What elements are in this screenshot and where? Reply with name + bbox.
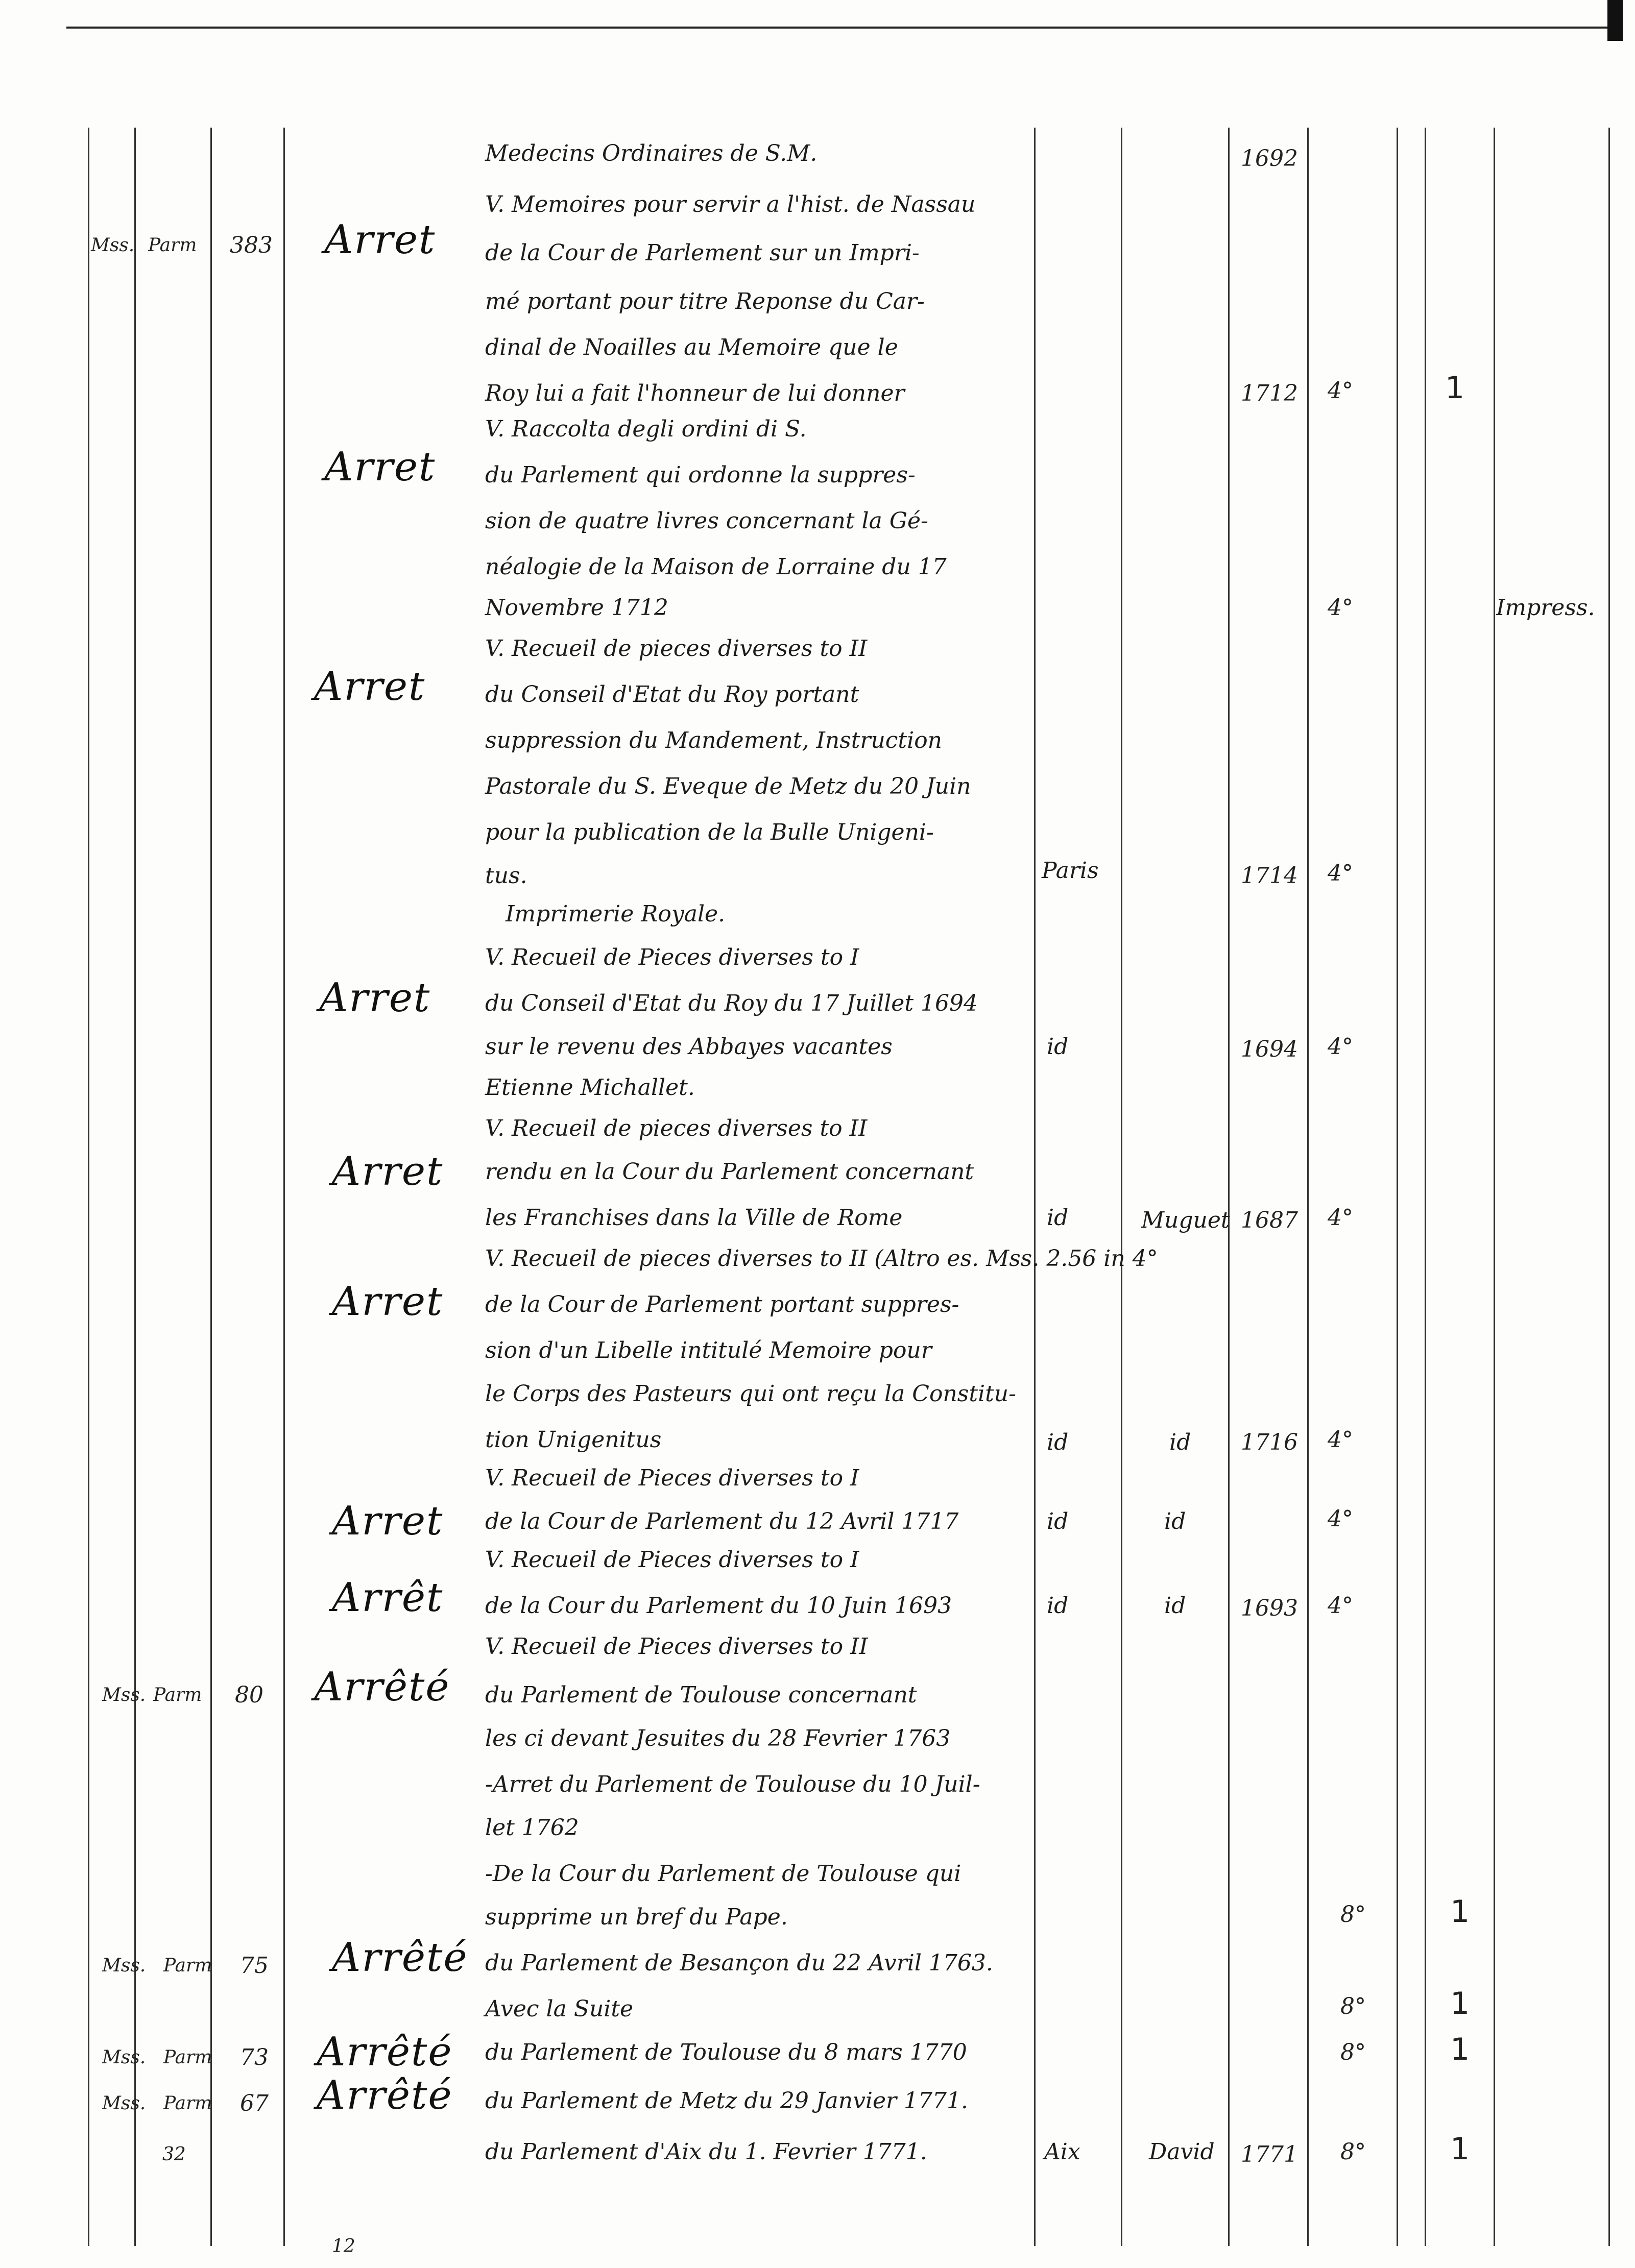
entry-line: dinal de Noailles au Memoire que le — [485, 334, 898, 360]
mss-cell: Mss. — [91, 235, 135, 256]
format-cell: 4° — [1328, 1034, 1353, 1060]
entry-title: Arrêté — [317, 2029, 453, 2075]
entry-line: sion de quatre livres concernant la Gé- — [485, 508, 928, 534]
place-cell: id — [1047, 1508, 1069, 1534]
place-cell: id — [1047, 1205, 1069, 1231]
entry-title: Arret — [332, 1279, 444, 1325]
column-rule — [1228, 128, 1230, 2246]
column-rule — [1307, 128, 1309, 2246]
entry-title: Arret — [324, 444, 436, 490]
column-rule — [1494, 128, 1495, 2246]
entry-line: -Arret du Parlement de Toulouse du 10 Juil- — [485, 1771, 980, 1797]
entry-title: Arrêté — [314, 1664, 450, 1710]
entry-line: mé portant pour titre Reponse du Car- — [485, 288, 925, 314]
entry-line: Medecins Ordinaires de S.M. — [485, 140, 817, 166]
entry-line: V. Recueil de pieces diverses to II — [485, 636, 868, 662]
entry-line: du Parlement d'Aix du 1. Fevrier 1771. — [485, 2139, 927, 2165]
year-cell: 1712 — [1241, 380, 1298, 406]
column-rule — [283, 128, 285, 2246]
entry-line: Pastorale du S. Eveque de Metz du 20 Juin — [485, 773, 971, 799]
entry-line: du Conseil d'Etat du Roy du 17 Juillet 1694 — [485, 990, 978, 1016]
format-cell: 4° — [1328, 1205, 1353, 1231]
format-cell: 8° — [1340, 1993, 1366, 2019]
year-cell: 1687 — [1241, 1207, 1298, 1233]
entry-line: les Franchises dans la Ville de Rome — [485, 1205, 903, 1231]
note-cell: Impress. — [1496, 595, 1595, 621]
place-cell: Aix — [1044, 2139, 1080, 2165]
entry-line: -De la Cour du Parlement de Toulouse qui — [485, 1861, 961, 1887]
entry-title: Arret — [332, 1149, 444, 1194]
shelfmark-cell: 32 — [162, 2144, 186, 2165]
entry-line: V. Recueil de pieces diverses to II — [485, 1115, 868, 1141]
place-cell: id — [1047, 1593, 1069, 1619]
entry-line: supprime un bref du Pape. — [485, 1904, 788, 1930]
printer-cell: id — [1169, 1429, 1191, 1455]
entry-title: Arrêté — [317, 2072, 453, 2118]
year-cell: 1714 — [1241, 863, 1298, 889]
entry-line: let 1762 — [485, 1815, 579, 1841]
format-cell: 4° — [1328, 1506, 1353, 1532]
count-cell: 1 — [1445, 370, 1465, 406]
shelfmark-cell: 383 — [230, 232, 273, 258]
year-cell: 1716 — [1241, 1429, 1298, 1455]
count-cell: 1 — [1450, 1986, 1470, 2021]
fonds-cell: Parm — [148, 235, 197, 256]
entry-line: V. Raccolta degli ordini di S. — [485, 416, 807, 442]
entry-line: sur le revenu des Abbayes vacantes — [485, 1034, 893, 1060]
year-cell: 1694 — [1241, 1036, 1298, 1062]
entry-line: de la Cour du Parlement du 10 Juin 1693 — [485, 1593, 952, 1619]
entry-line: du Parlement de Metz du 29 Janvier 1771. — [485, 2088, 969, 2114]
count-cell: 1 — [1450, 2131, 1470, 2167]
entry-line: V. Recueil de Pieces diverses to I — [485, 944, 859, 970]
entry-line: de la Cour de Parlement portant suppres- — [485, 1291, 959, 1318]
count-cell: 1 — [1450, 2032, 1470, 2067]
place-cell: id — [1047, 1034, 1069, 1060]
column-rule — [134, 128, 136, 2246]
shelfmark-cell: 67 — [240, 2090, 269, 2116]
entry-line: les ci devant Jesuites du 28 Fevrier 1763 — [485, 1725, 951, 1751]
entry-line: V. Recueil de pieces diverses to II (Altro es. Mss. 2.56 in 4° — [485, 1246, 1158, 1272]
fonds-cell: Parm — [153, 1685, 202, 1705]
year-cell: 1693 — [1241, 1595, 1298, 1621]
format-cell: 4° — [1328, 860, 1353, 886]
column-rule — [1425, 128, 1426, 2246]
entry-title: Arrêt — [332, 1575, 444, 1621]
entry-title: Arret — [319, 975, 431, 1021]
entry-line: Roy lui a fait l'honneur de lui donner — [485, 380, 905, 406]
shelfmark-cell: 80 — [235, 1682, 263, 1708]
format-cell: 4° — [1328, 1427, 1353, 1453]
fonds-cell: Parm — [163, 1955, 212, 1976]
mss-cell: Mss. — [102, 2047, 146, 2068]
entry-title: Arrêté — [332, 1935, 468, 1981]
entry-line: suppression du Mandement, Instruction — [485, 727, 943, 753]
format-cell: 8° — [1340, 1901, 1366, 1928]
entry-line: le Corps des Pasteurs qui ont reçu la Constitu- — [485, 1381, 1016, 1407]
fonds-cell: Parm — [163, 2047, 212, 2068]
column-rule — [210, 128, 212, 2246]
format-cell: 4° — [1328, 378, 1353, 404]
year-cell: 1771 — [1241, 2141, 1298, 2167]
entry-title: Arret — [324, 217, 436, 263]
column-rule — [1121, 128, 1122, 2246]
entry-line: Novembre 1712 — [485, 595, 668, 621]
format-cell: 8° — [1340, 2039, 1366, 2065]
footer-note: 12 — [332, 2236, 355, 2257]
entry-line: du Parlement de Besançon du 22 Avril 1763. — [485, 1950, 993, 1976]
entry-line: V. Recueil de Pieces diverses to I — [485, 1547, 859, 1573]
format-cell: 8° — [1340, 2139, 1366, 2165]
shelfmark-cell: 73 — [240, 2044, 269, 2070]
entry-line: sion d'un Libelle intitulé Memoire pour — [485, 1337, 932, 1363]
entry-line: pour la publication de la Bulle Unigeni- — [485, 819, 934, 845]
entry-line: V. Recueil de Pieces diverses to II — [485, 1633, 868, 1660]
entry-title: Arret — [332, 1498, 444, 1544]
entry-line: de la Cour de Parlement sur un Impri- — [485, 240, 920, 266]
format-cell: 4° — [1328, 595, 1353, 621]
entry-line: V. Recueil de Pieces diverses to I — [485, 1465, 859, 1491]
entry-line: tus. — [485, 863, 527, 889]
printer-cell: id — [1164, 1508, 1186, 1534]
mss-cell: Mss. — [102, 2093, 146, 2114]
entry-line: de la Cour de Parlement du 12 Avril 1717 — [485, 1508, 959, 1534]
place-cell: Paris — [1042, 858, 1099, 884]
entry-line: du Conseil d'Etat du Roy portant — [485, 681, 859, 708]
right-edge-mark — [1607, 0, 1623, 41]
entry-line: Etienne Michallet. — [485, 1075, 695, 1101]
column-rule — [1034, 128, 1036, 2246]
entry-line: rendu en la Cour du Parlement concernant — [485, 1159, 974, 1185]
entry-line: du Parlement de Toulouse concernant — [485, 1682, 917, 1708]
printer-cell: id — [1164, 1593, 1186, 1619]
column-rule — [1397, 128, 1398, 2246]
column-rule — [88, 128, 89, 2246]
fonds-cell: Parm — [163, 2093, 212, 2114]
printer-cell: Muguet — [1141, 1207, 1230, 1233]
shelfmark-cell: 75 — [240, 1953, 269, 1979]
entry-line: néalogie de la Maison de Lorraine du 17 — [485, 554, 947, 580]
entry-line: du Parlement qui ordonne la suppres- — [485, 462, 916, 488]
entry-line: du Parlement de Toulouse du 8 mars 1770 — [485, 2039, 967, 2065]
format-cell: 4° — [1328, 1593, 1353, 1619]
mss-cell: Mss. — [102, 1685, 146, 1705]
entry-line: Imprimerie Royale. — [506, 901, 726, 927]
top-rule — [66, 27, 1608, 29]
mss-cell: Mss. — [102, 1955, 146, 1976]
entry-title: Arret — [314, 664, 426, 710]
entry-line: tion Unigenitus — [485, 1427, 662, 1453]
year-cell: 1692 — [1241, 145, 1298, 172]
entry-line: Avec la Suite — [485, 1996, 634, 2022]
column-rule — [1608, 128, 1610, 2246]
place-cell: id — [1047, 1429, 1069, 1455]
printer-cell: David — [1149, 2139, 1215, 2165]
count-cell: 1 — [1450, 1894, 1470, 1930]
entry-line: V. Memoires pour servir a l'hist. de Nassau — [485, 191, 976, 217]
